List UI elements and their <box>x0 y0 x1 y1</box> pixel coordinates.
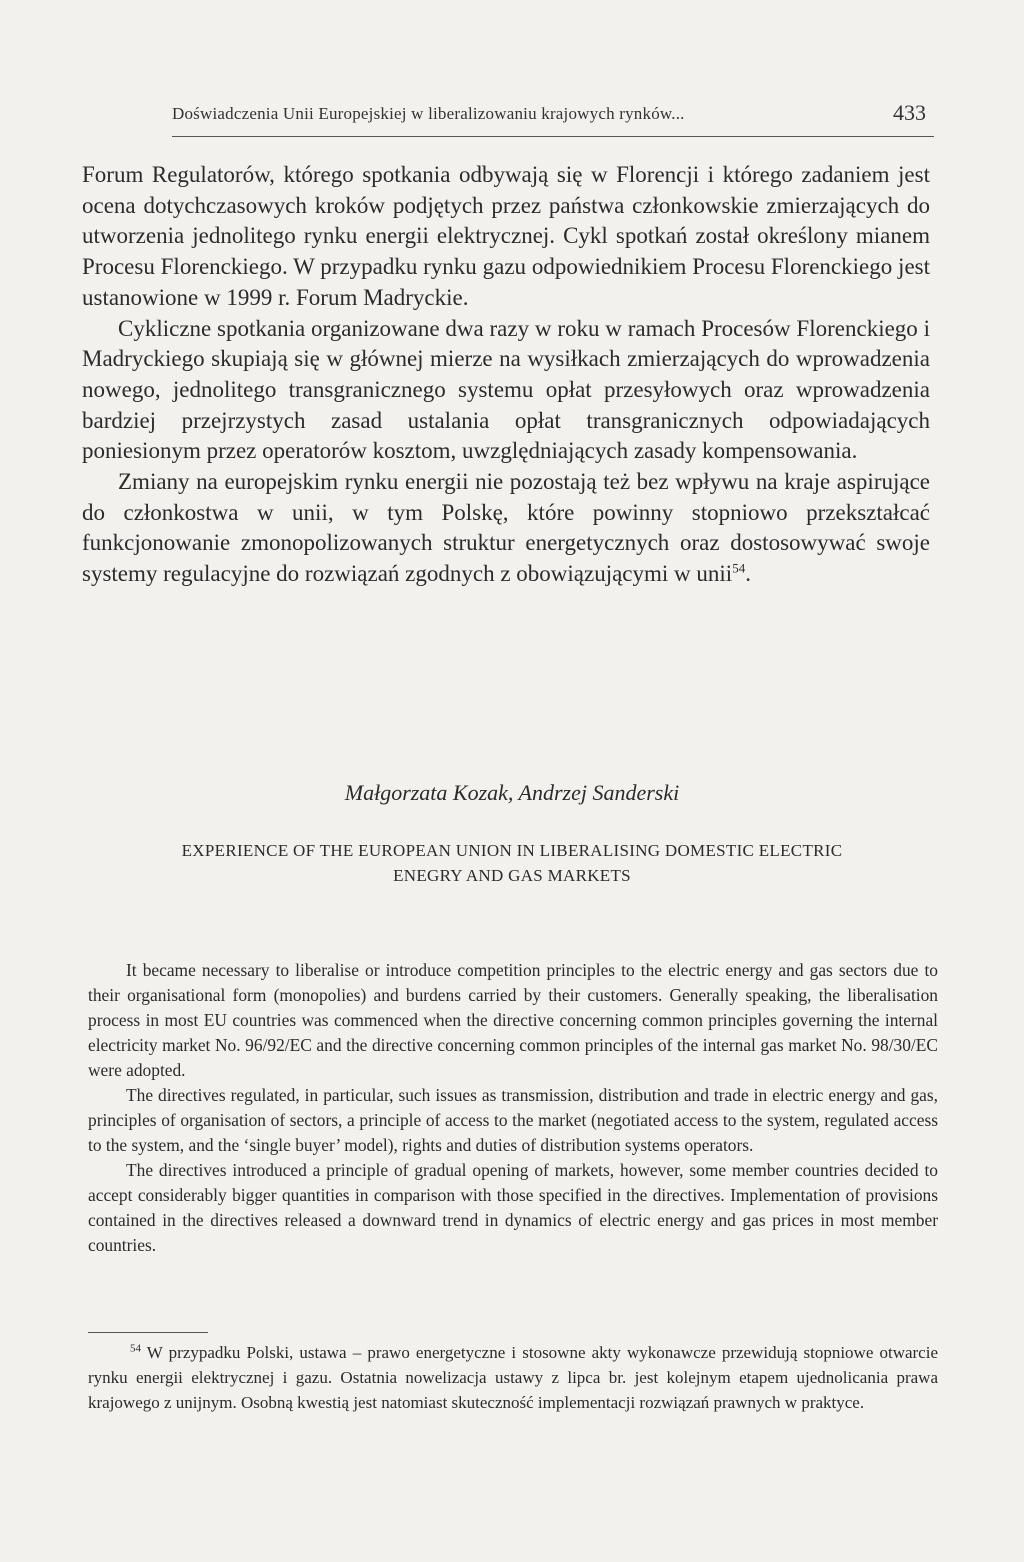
body-paragraph-1: Forum Regulatorów, którego spotkania odbywają się w Florencji i którego zadaniem jest ocena dotychczasowych kroków podjętych przez państwa członkowskie zmierzających do utworzenia jednolitego rynku energii elektrycznej. Cykl spotkań został określony mianem Procesu Florenckiego. W przypadku rynku gazu odpowiednikiem Procesu Florenckiego jest ustanowione w 1999 r. Forum Madryckie. <box>82 162 930 310</box>
authors: Małgorzata Kozak, Andrzej Sanderski <box>344 780 680 805</box>
body-paragraph-3 <box>82 467 930 590</box>
body-paragraph-3-end: . <box>745 561 751 587</box>
footnote-54 <box>88 1340 938 1415</box>
english-title-line-1: EXPERIENCE OF THE EUROPEAN UNION IN LIBERALISING DOMESTIC ELECTRIC <box>181 841 843 860</box>
body-text <box>82 160 930 590</box>
english-title <box>82 838 942 888</box>
footnote-text: W przypadku Polski, ustawa – prawo energetyczne i stosowne akty wykonawcze przewidują stopniowe otwarcie rynku energii elektrycznej i gazu. Ostatnia nowelizacja ustawy z lipca br. jest kolejnym etapem ujednolicania prawa krajowego z unijnym. Osobną kwestią jest natomiast skuteczność implementacji rozwiązań prawnych w praktyce. <box>88 1343 938 1412</box>
header-rule <box>172 136 934 137</box>
running-header <box>172 100 934 140</box>
abstract-paragraph-1: It became necessary to liberalise or introduce competition principles to the electric energy and gas sectors due to their organisational form (monopolies) and burdens carried by their customers. Generally speaking, the liberalisation process in most EU countries was commenced when the directive concerning common principles governing the internal electricity market No. 96/92/EC and the directive concerning common principles of the internal gas market No. 98/30/EC were adopted. <box>88 960 938 1080</box>
running-header-title: Doświadczenia Unii Europejskiej w liberalizowaniu krajowych rynków... <box>172 104 685 123</box>
body-paragraph-3-text: Zmiany na europejskim rynku energii nie pozostają też bez wpływu na kraje aspirujące do członkostwa w unii, w tym Polskę, które powinny stopniowo przekształcać funkcjonowanie zmonopolizowanych struktur energetycznych oraz dostosowywać swoje systemy regulacyjne do rozwiązań zgodnych z obowiązującymi w unii <box>82 469 930 587</box>
page-number: 433 <box>893 100 926 125</box>
footnote-reference: 54 <box>732 560 746 576</box>
abstract-paragraph-2: The directives regulated, in particular, such issues as transmission, distribution and trade in electric energy and gas, principles of organisation of sectors, a principle of access to the market (negotiated access to the system, regulated access to the system, and the ‘single buyer’ model), rights and duties of distribution systems operators. <box>88 1085 938 1155</box>
body-paragraph-2: Cykliczne spotkania organizowane dwa razy w roku w ramach Procesów Florenckiego i Madryckiego skupiają się w głównej mierze na wysiłkach zmierzających do wprowadzenia nowego, jednolitego transgranicznego systemu opłat przesyłowych oraz wprowadzenia bardziej przejrzystych zasad ustalania opłat transgranicznych odpowiadających poniesionym przez operatorów kosztom, uwzględniających zasady kompensowania. <box>82 315 930 464</box>
english-title-line-2: ENEGRY AND GAS MARKETS <box>393 866 631 885</box>
abstract-paragraph-3: The directives introduced a principle of gradual opening of markets, however, some member countries decided to accept considerably bigger quantities in comparison with those specified in the directives. Implementation of provisions contained in the directives released a downward trend in dynamics of electric energy and gas prices in most member countries. <box>88 1160 938 1255</box>
footnote-rule <box>88 1332 208 1333</box>
footnote-number: 54 <box>130 1342 141 1355</box>
english-abstract <box>88 958 938 1258</box>
